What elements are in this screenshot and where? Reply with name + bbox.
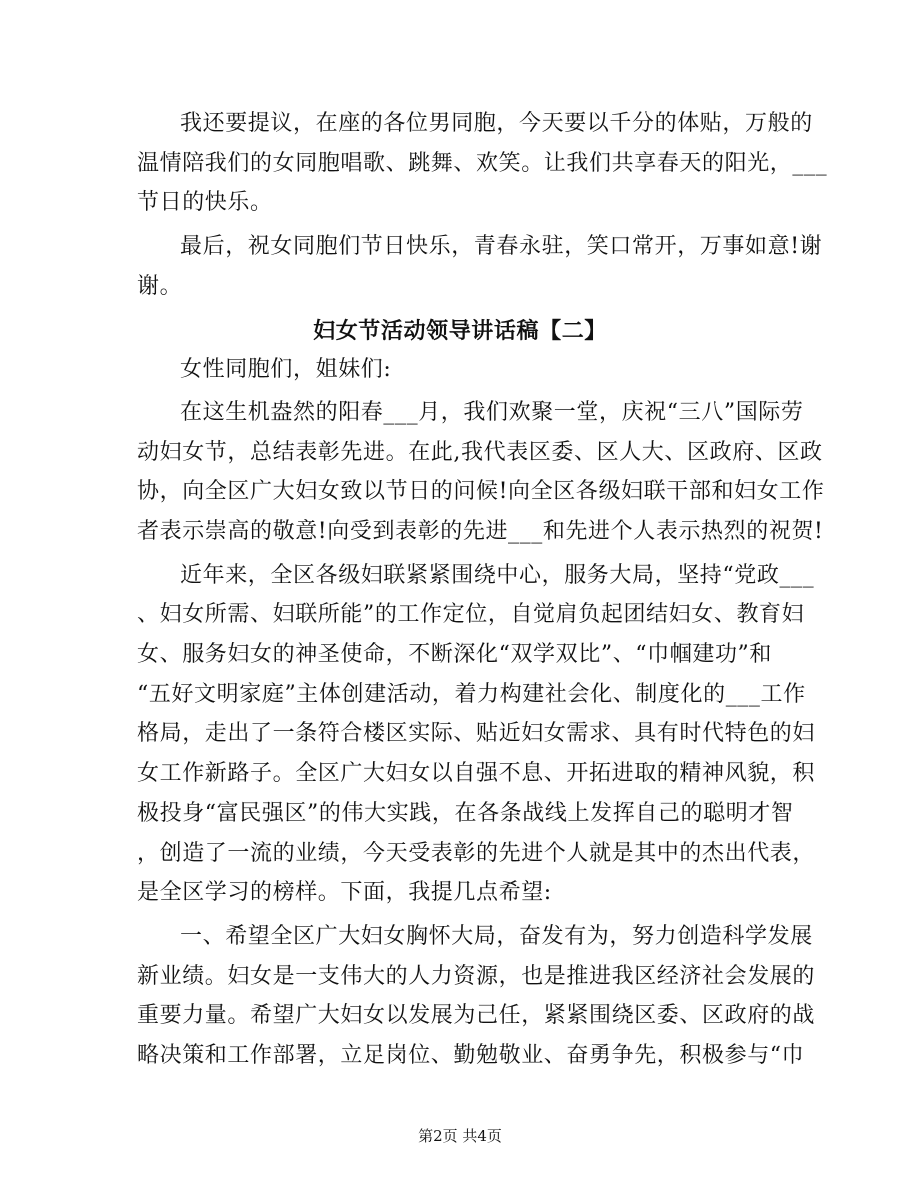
paragraph-line: 极投身“富民强区”的伟大实践，在各条战线上发挥自己的聪明才智 [137, 801, 794, 826]
paragraph-line: 女、服务妇女的神圣使命，不断深化“双学双比”、“巾帼建功”和 [137, 642, 772, 667]
salutation: 女性同胞们，姐妹们: [180, 357, 392, 382]
paragraph-line: “五好文明家庭”主体创建活动，着力构建社会化、制度化的___工作 [137, 682, 806, 707]
paragraph-line: 女工作新路子。全区广大妇女以自强不息、开拓进取的精神风貌，积 [137, 761, 816, 786]
paragraph-line: 是全区学习的榜样。下面，我提几点希望: [137, 880, 552, 905]
paragraph-line: 新业绩。妇女是一支伟大的人力资源，也是推进我区经济社会发展的 [137, 964, 816, 989]
paragraph-line: 、妇女所需、妇联所能”的工作定位，自觉肩负起团结妇女、教育妇 [137, 602, 805, 627]
paragraph-line: 在这生机盎然的阳春___月，我们欢聚一堂，庆祝“三八”国际劳 [180, 400, 804, 425]
paragraph-line: 格局，走出了一条符合楼区实际、贴近妇女需求、具有时代特色的妇 [137, 721, 816, 746]
paragraph-line: 协，向全区广大妇女致以节日的问候!向全区各级妇联干部和妇女工作 [137, 479, 825, 504]
paragraph-line: 我还要提议，在座的各位男同胞，今天要以千分的体贴，万般的 [180, 111, 813, 136]
section-title: 妇女节活动领导讲话稿【二】 [313, 318, 607, 344]
paragraph-line: 重要力量。希望广大妇女以发展为己任，紧紧围绕区委、区政府的战 [137, 1003, 816, 1028]
paragraph-line: 节日的快乐。 [137, 190, 273, 215]
paragraph-line: 谢。 [137, 274, 183, 299]
paragraph-line: 略决策和工作部署，立足岗位、勤勉敬业、奋勇争先，积极参与“巾 [137, 1043, 805, 1068]
paragraph-line: 一、希望全区广大妇女胸怀大局，奋发有为，努力创造科学发展 [180, 924, 813, 949]
paragraph-line: 近年来，全区各级妇联紧紧围绕中心，服务大局，坚持“党政___ [180, 563, 815, 588]
paragraph-line: 者表示崇高的敬意!向受到表彰的先进___和先进个人表示热烈的祝贺! [137, 519, 824, 544]
paragraph-line: 动妇女节，总结表彰先进。在此,我代表区委、区人大、区政府、区政 [137, 440, 823, 465]
page-number-footer: 第2页 共4页 [418, 1127, 502, 1145]
paragraph-line: 温情陪我们的女同胞唱歌、跳舞、欢笑。让我们共享春天的阳光，___ [137, 151, 828, 176]
paragraph-line: ，创造了一流的业绩，今天受表彰的先进个人就是其中的杰出代表， [137, 841, 816, 866]
paragraph-line: 最后，祝女同胞们节日快乐，青春永驻，笑口常开，万事如意!谢 [180, 234, 823, 259]
